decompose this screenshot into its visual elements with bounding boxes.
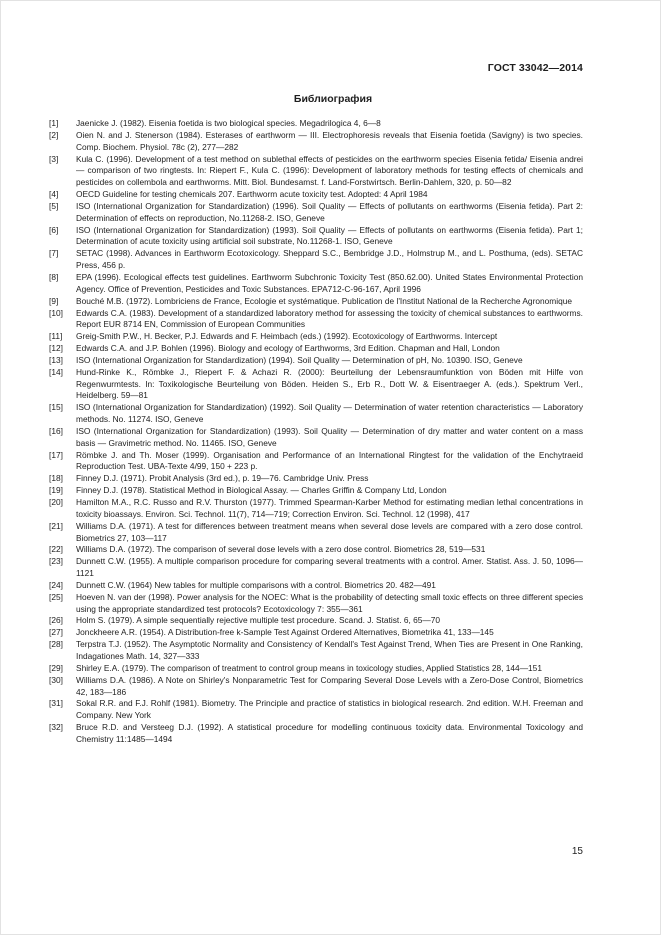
- reference-number: [6]: [49, 224, 59, 235]
- reference-text: ISO (International Organization for Standardization) (1993). Soil Quality — Effects of pollutants on earthworms (Eisenia fetida). Part 1; Determination of acute toxicity using artificial soil substrate, No.11268-1. ISO, Geneve: [76, 224, 583, 247]
- reference-number: [30]: [49, 674, 63, 685]
- reference-text: ISO (International Organization for Standardization) (1992). Soil Quality — Determination of water retention characteristics — Laboratory methods. No. 11274. ISO, Geneve: [76, 402, 583, 425]
- reference-entry: [49, 118, 583, 130]
- reference-entry: [49, 225, 583, 249]
- reference-number: [22]: [49, 544, 63, 555]
- reference-entry: [49, 308, 583, 332]
- reference-entry: [49, 450, 583, 474]
- reference-text: Edwards C.A. and J.P. Bohlen (1996). Biology and ecology of Earthworms, 3rd Edition. Chapman and Hall, London: [76, 343, 500, 354]
- reference-number: [9]: [49, 295, 59, 306]
- reference-text: Römbke J. and Th. Moser (1999). Organisation and Performance of an International Ringtest for the validation of the Enchytraeid Reproduction Test. UBA-Texte 4/99, 150 + 223 p.: [76, 449, 583, 472]
- reference-number: [20]: [49, 497, 63, 507]
- reference-entry: [49, 272, 583, 296]
- reference-number: [1]: [49, 118, 59, 128]
- reference-number: [13]: [49, 354, 63, 365]
- reference-entry: [49, 497, 583, 521]
- reference-entry: [49, 473, 583, 485]
- reference-text: Kula C. (1996). Development of a test method on sublethal effects of pesticides on the earthworm species Eisenia fetida/ Eisenia andrei — comparison of two ringtests. In: Riepert F., Kula C. (1996): Development of laboratory methods for testing effects of chemicals and pesticides on collembola and earthworms. Mitt. Biol. Bundesamst. f. Land-Forstwirtsch. Berlin-Dahlem, 320, p. 50—82: [76, 153, 583, 188]
- reference-text: Finney D.J. (1978). Statistical Method in Biological Assay. — Charles Griffin & Company Ltd, London: [76, 485, 447, 496]
- reference-text: Bruce R.D. and Versteeg D.J. (1992). A statistical procedure for modelling continuous toxicity data. Environmental Toxicology and Chemistry 11:1485—1494: [76, 722, 583, 744]
- reference-number: [32]: [49, 722, 63, 733]
- reference-text: Holm S. (1979). A simple sequentially rejective multiple test procedure. Scand. J. Statist. 6, 65—70: [76, 615, 441, 626]
- reference-text: Shirley E.A. (1979). The comparison of treatment to control group means in toxicology studies, Applied Statistics 28, 144—151: [76, 662, 542, 673]
- reference-number: [21]: [49, 520, 63, 531]
- bibliography-title: Библиография: [293, 93, 373, 105]
- reference-text: Dunnett C.W. (1964) New tables for multiple comparisons with a control. Biometrics 20. 482—491: [76, 579, 436, 590]
- reference-text: Edwards C.A. (1983). Development of a standardized laboratory method for assessing the toxicity of chemical substances to earthworms. Report EUR 8714 EN, Commission of European Communities: [76, 307, 583, 330]
- reference-entry: [49, 615, 583, 627]
- reference-entry: [49, 426, 583, 450]
- reference-number: [11]: [49, 331, 63, 342]
- reference-number: [12]: [49, 343, 63, 354]
- reference-text: ISO (International Organization for Standardization) (1994). Soil Quality — Determination of pH, No. 10390. ISO, Geneve: [76, 354, 523, 365]
- reference-entry: [49, 544, 583, 556]
- reference-entry: [49, 189, 583, 201]
- reference-text: Hoeven N. van der (1998). Power analysis for the NOEC: What is the probability of detecting small toxic effects on three different species using the appropriate standardized test protocols? Ecotoxicology 7: 355—361: [76, 591, 583, 614]
- document-code: ГОСТ 33042—2014: [487, 62, 583, 74]
- reference-text: ISO (International Organization for Standardization) (1996). Soil Quality — Effects of pollutants on earthworms (Eisenia fetida). Part 2: Determination of effects on reproduction, No.11268-2. ISO, Geneve: [76, 200, 583, 223]
- reference-number: [14]: [49, 366, 63, 377]
- reference-text: SETAC (1998). Advances in Earthworm Ecotoxicology. Sheppard S.C., Bembridge J.D., Holmstrup M., and L. Posthuma, (eds). SETAC Press, 456 p.: [76, 248, 583, 271]
- reference-entry: [49, 592, 583, 616]
- reference-entry: [49, 580, 583, 592]
- reference-number: [3]: [49, 153, 59, 164]
- reference-number: [25]: [49, 591, 63, 602]
- reference-text: Williams D.A. (1986). A Note on Shirley's Nonparametric Test for Comparing Several Dose Levels with a Zero-Dose Control, Biometrics 42, 183—186: [76, 674, 583, 697]
- reference-number: [5]: [49, 200, 59, 211]
- reference-text: Oien N. and J. Stenerson (1984). Esterases of earthworm — III. Electrophoresis reveals that Eisenia foetida (Savigny) is two species. Comp. Biochem. Physiol. 78c (2), 277—282: [76, 129, 583, 152]
- reference-text: Hund-Rinke K., Römbke J., Riepert F. & Achazi R. (2000): Beurteilung der Lebensraumfunktion von Böden mit Hilfe von Regenwurmtests. In: Toxikologische Beurteilung von Böden. Heiden S., Erb R., Dott W. & Eisentraeger A. (eds.). Spektrum Verl., Heidelberg. 59—81: [76, 366, 583, 401]
- reference-text: Terpstra T.J. (1952). The Asymptotic Normality and Consistency of Kendall's Test Against Trend, When Ties are Present in One Ranking, Indagationes Math. 14, 327—333: [76, 639, 583, 661]
- reference-text: Dunnett C.W. (1955). A multiple comparison procedure for comparing several treatments with a control. Amer. Statist. Ass. J. 50, 1096—1121: [76, 556, 583, 579]
- reference-text: Sokal R.R. and F.J. Rohlf (1981). Biometry. The Principle and practice of statistics in biological research. 2nd edition. W.H. Freeman and Company. New York: [76, 698, 583, 721]
- reference-list: [49, 118, 583, 746]
- reference-text: Jaenicke J. (1982). Eisenia foetida is two biological species. Megadrilogica 4, 6—8: [76, 118, 381, 128]
- reference-text: Hamilton M.A., R.C. Russo and R.V. Thurston (1977). Trimmed Spearman-Karber Method for estimating median lethal concentrations in toxicity bioassays. Environ. Sci. Technol. 11(7), 714—719; Correction Environ. Sci. Technol. 12 (1998), 417: [76, 497, 583, 519]
- reference-entry: [49, 556, 583, 580]
- reference-entry: [49, 639, 583, 663]
- reference-text: EPA (1996). Ecological effects test guidelines. Earthworm Subchronic Toxicity Test (850.62.00). United States Environmental Protection Agency. Office of Prevention, Pesticides and Toxic Substances. EPA712-C-96-167, April 1996: [76, 271, 583, 294]
- reference-number: [31]: [49, 698, 63, 709]
- reference-entry: [49, 154, 583, 190]
- reference-text: Williams D.A. (1971). A test for differences between treatment means when several dose levels are compared with a zero dose control. Biometrics 27, 103—117: [76, 520, 583, 543]
- reference-number: [26]: [49, 615, 63, 626]
- reference-number: [7]: [49, 248, 59, 259]
- reference-entry: [49, 367, 583, 403]
- reference-text: Greig-Smith P.W., H. Becker, P.J. Edwards and F. Heimbach (eds.) (1992). Ecotoxicology of Earthworms. Intercept: [76, 331, 498, 342]
- reference-number: [15]: [49, 402, 63, 413]
- reference-text: Bouché M.B. (1972). Lombriciens de France, Ecologie et systématique. Publication de l'Institut National de la Recherche Agronomique: [76, 295, 573, 306]
- reference-number: [10]: [49, 307, 63, 318]
- reference-entry: [49, 201, 583, 225]
- reference-entry: [49, 675, 583, 699]
- reference-number: [24]: [49, 579, 63, 590]
- reference-number: [2]: [49, 129, 59, 140]
- reference-entry: [49, 331, 583, 343]
- reference-entry: [49, 521, 583, 545]
- page-number: 15: [571, 846, 583, 857]
- reference-number: [4]: [49, 189, 59, 200]
- reference-number: [28]: [49, 639, 63, 650]
- reference-entry: [49, 296, 583, 308]
- reference-entry: [49, 248, 583, 272]
- reference-text: Finney D.J. (1971). Probit Analysis (3rd ed.), p. 19—76. Cambridge Univ. Press: [76, 473, 369, 484]
- reference-entry: [49, 627, 583, 639]
- reference-number: [23]: [49, 556, 63, 567]
- reference-entry: [49, 698, 583, 722]
- reference-number: [8]: [49, 271, 59, 282]
- reference-entry: [49, 343, 583, 355]
- reference-number: [19]: [49, 485, 63, 496]
- reference-number: [16]: [49, 425, 63, 436]
- reference-entry: [49, 130, 583, 154]
- reference-entry: [49, 663, 583, 675]
- reference-text: Williams D.A. (1972). The comparison of several dose levels with a zero dose control. Biometrics 28, 519—531: [76, 544, 486, 555]
- reference-number: [27]: [49, 627, 63, 638]
- reference-text: Jonckheere A.R. (1954). A Distribution-free k-Sample Test Against Ordered Alternatives, Biometrika 41, 133—145: [76, 627, 494, 638]
- reference-number: [29]: [49, 662, 63, 673]
- reference-text: ISO (International Organization for Standardization) (1993). Soil Quality — Determination of dry matter and water content on a mass basis — Gravimetric method. No. 11465. ISO, Geneve: [76, 425, 583, 448]
- reference-entry: [49, 722, 583, 746]
- reference-entry: [49, 355, 583, 367]
- reference-entry: [49, 402, 583, 426]
- reference-text: OECD Guideline for testing chemicals 207. Earthworm acute toxicity test. Adopted: 4 April 1984: [76, 189, 428, 200]
- reference-entry: [49, 485, 583, 497]
- reference-number: [17]: [49, 449, 63, 460]
- reference-number: [18]: [49, 473, 63, 484]
